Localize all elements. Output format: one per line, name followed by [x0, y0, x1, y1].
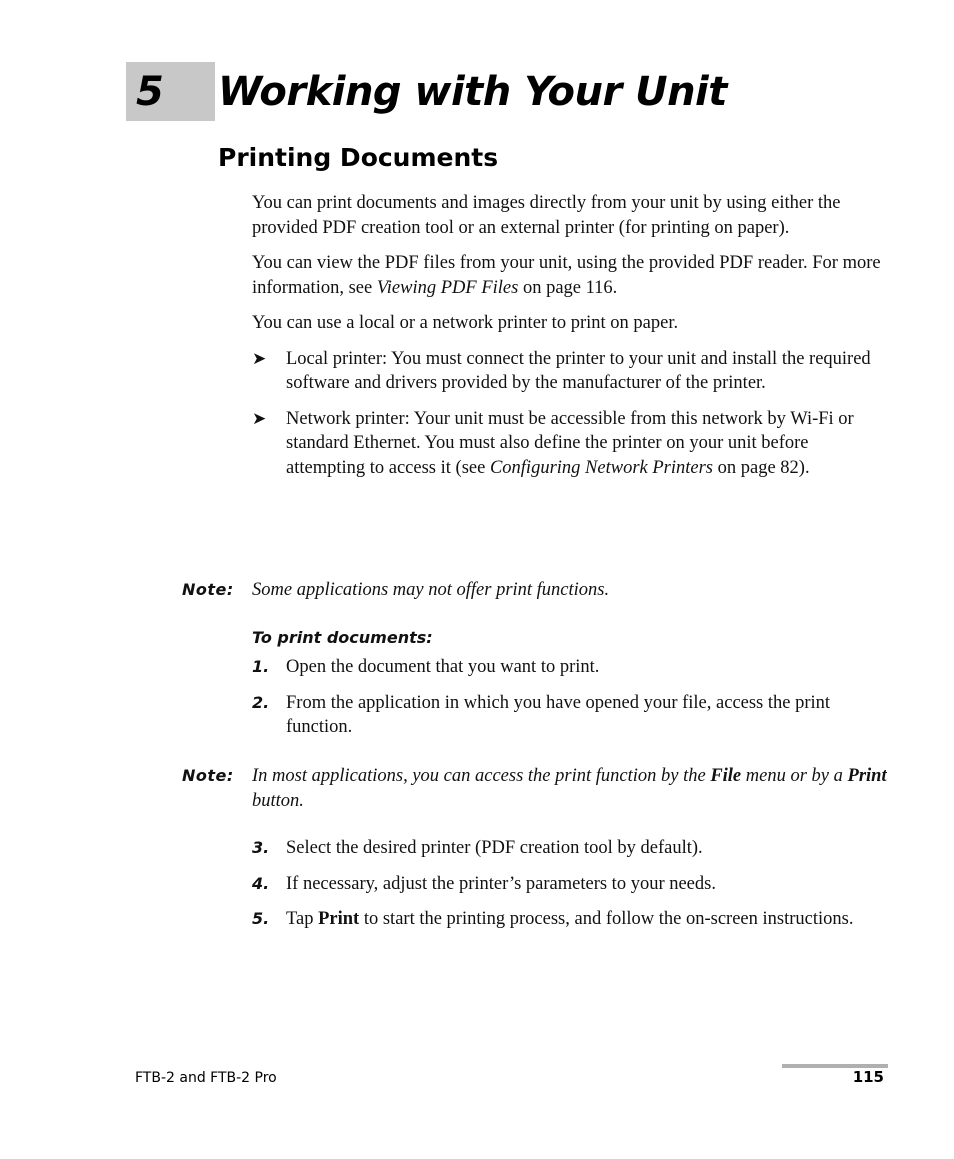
- bullet-network-printer: [252, 407, 892, 481]
- chapter-number: 5: [136, 69, 164, 115]
- step-4: [252, 872, 892, 897]
- step-1: [252, 655, 892, 680]
- note-text-part: button.: [252, 790, 304, 811]
- note-print-functions: [182, 578, 892, 603]
- note-text: Some applications may not offer print functions.: [252, 580, 610, 600]
- note-print-access: [182, 764, 892, 813]
- step-text: From the application in which you have opened your file, access the print function.: [286, 692, 831, 737]
- procedure-part-1: [252, 627, 892, 751]
- step-number: 2.: [252, 692, 270, 712]
- step-3: [252, 836, 892, 861]
- note-text: [252, 764, 892, 813]
- arrow-bullet-icon: ➤: [252, 408, 267, 428]
- step-text: [286, 909, 853, 929]
- section-title: Printing Documents: [218, 143, 499, 172]
- page-number: 115: [852, 1068, 884, 1086]
- step-2: [252, 691, 892, 740]
- intro-paragraph-3: You can use a local or a network printer to print on paper.: [252, 313, 679, 333]
- procedure-part-2: [252, 836, 892, 943]
- step-number: 1.: [252, 657, 270, 676]
- step-number: 4.: [252, 873, 270, 893]
- print-button-term: Print: [847, 766, 887, 786]
- step-text: If necessary, adjust the printer’s parameters to your needs.: [286, 873, 716, 894]
- intro-paragraph-1: You can print documents and images directly from your unit by using either the provided PDF creation tool or an external printer (for printing on paper).: [252, 193, 841, 238]
- bullet-local-printer-text: Local printer: You must connect the printer to your unit and install the required software and drivers provided by the manufacturer of the printer.: [286, 348, 871, 393]
- print-term: Print: [318, 909, 360, 929]
- intro-p2-tail: on page 116.: [518, 277, 618, 298]
- chapter-title: Working with Your Unit: [218, 69, 727, 115]
- bullet-network-printer-tail: on page 82).: [713, 457, 810, 478]
- viewing-pdf-files-reference: Viewing PDF Files: [376, 277, 519, 298]
- step-text: Open the document that you want to print.: [286, 657, 600, 677]
- bullet-local-printer: [252, 347, 892, 396]
- footer-product-name: FTB-2 and FTB-2 Pro: [135, 1070, 277, 1086]
- intro-paragraph-2: [252, 251, 892, 300]
- note-text-part: menu or by a: [741, 766, 848, 786]
- step-text-part: to start the printing process, and follow the on-screen instructions.: [359, 909, 854, 929]
- step-text-part: Tap: [286, 909, 319, 929]
- step-text: Select the desired printer (PDF creation tool by default).: [286, 838, 703, 858]
- note-label: Note:: [182, 580, 234, 599]
- intro-p2-text: You can view the PDF files from your unit, using the provided PDF reader. For more information, see: [252, 253, 881, 298]
- intro-body: [252, 191, 892, 491]
- note-label: Note:: [182, 766, 234, 785]
- file-menu-term: File: [710, 766, 742, 786]
- arrow-bullet-icon: ➤: [252, 348, 267, 368]
- configuring-network-printers-reference: Configuring Network Printers: [489, 457, 713, 478]
- step-5: [252, 907, 892, 932]
- bullet-network-printer-text: Network printer: Your unit must be accessible from this network by Wi-Fi or standard Ethernet. You must also define the printer on your unit before attempting to access it (see: [286, 408, 854, 478]
- note-text-part: In most applications, you can access the print function by the: [252, 766, 711, 786]
- procedure-title: To print documents:: [252, 628, 433, 647]
- step-number: 5.: [252, 909, 270, 928]
- step-number: 3.: [252, 838, 270, 857]
